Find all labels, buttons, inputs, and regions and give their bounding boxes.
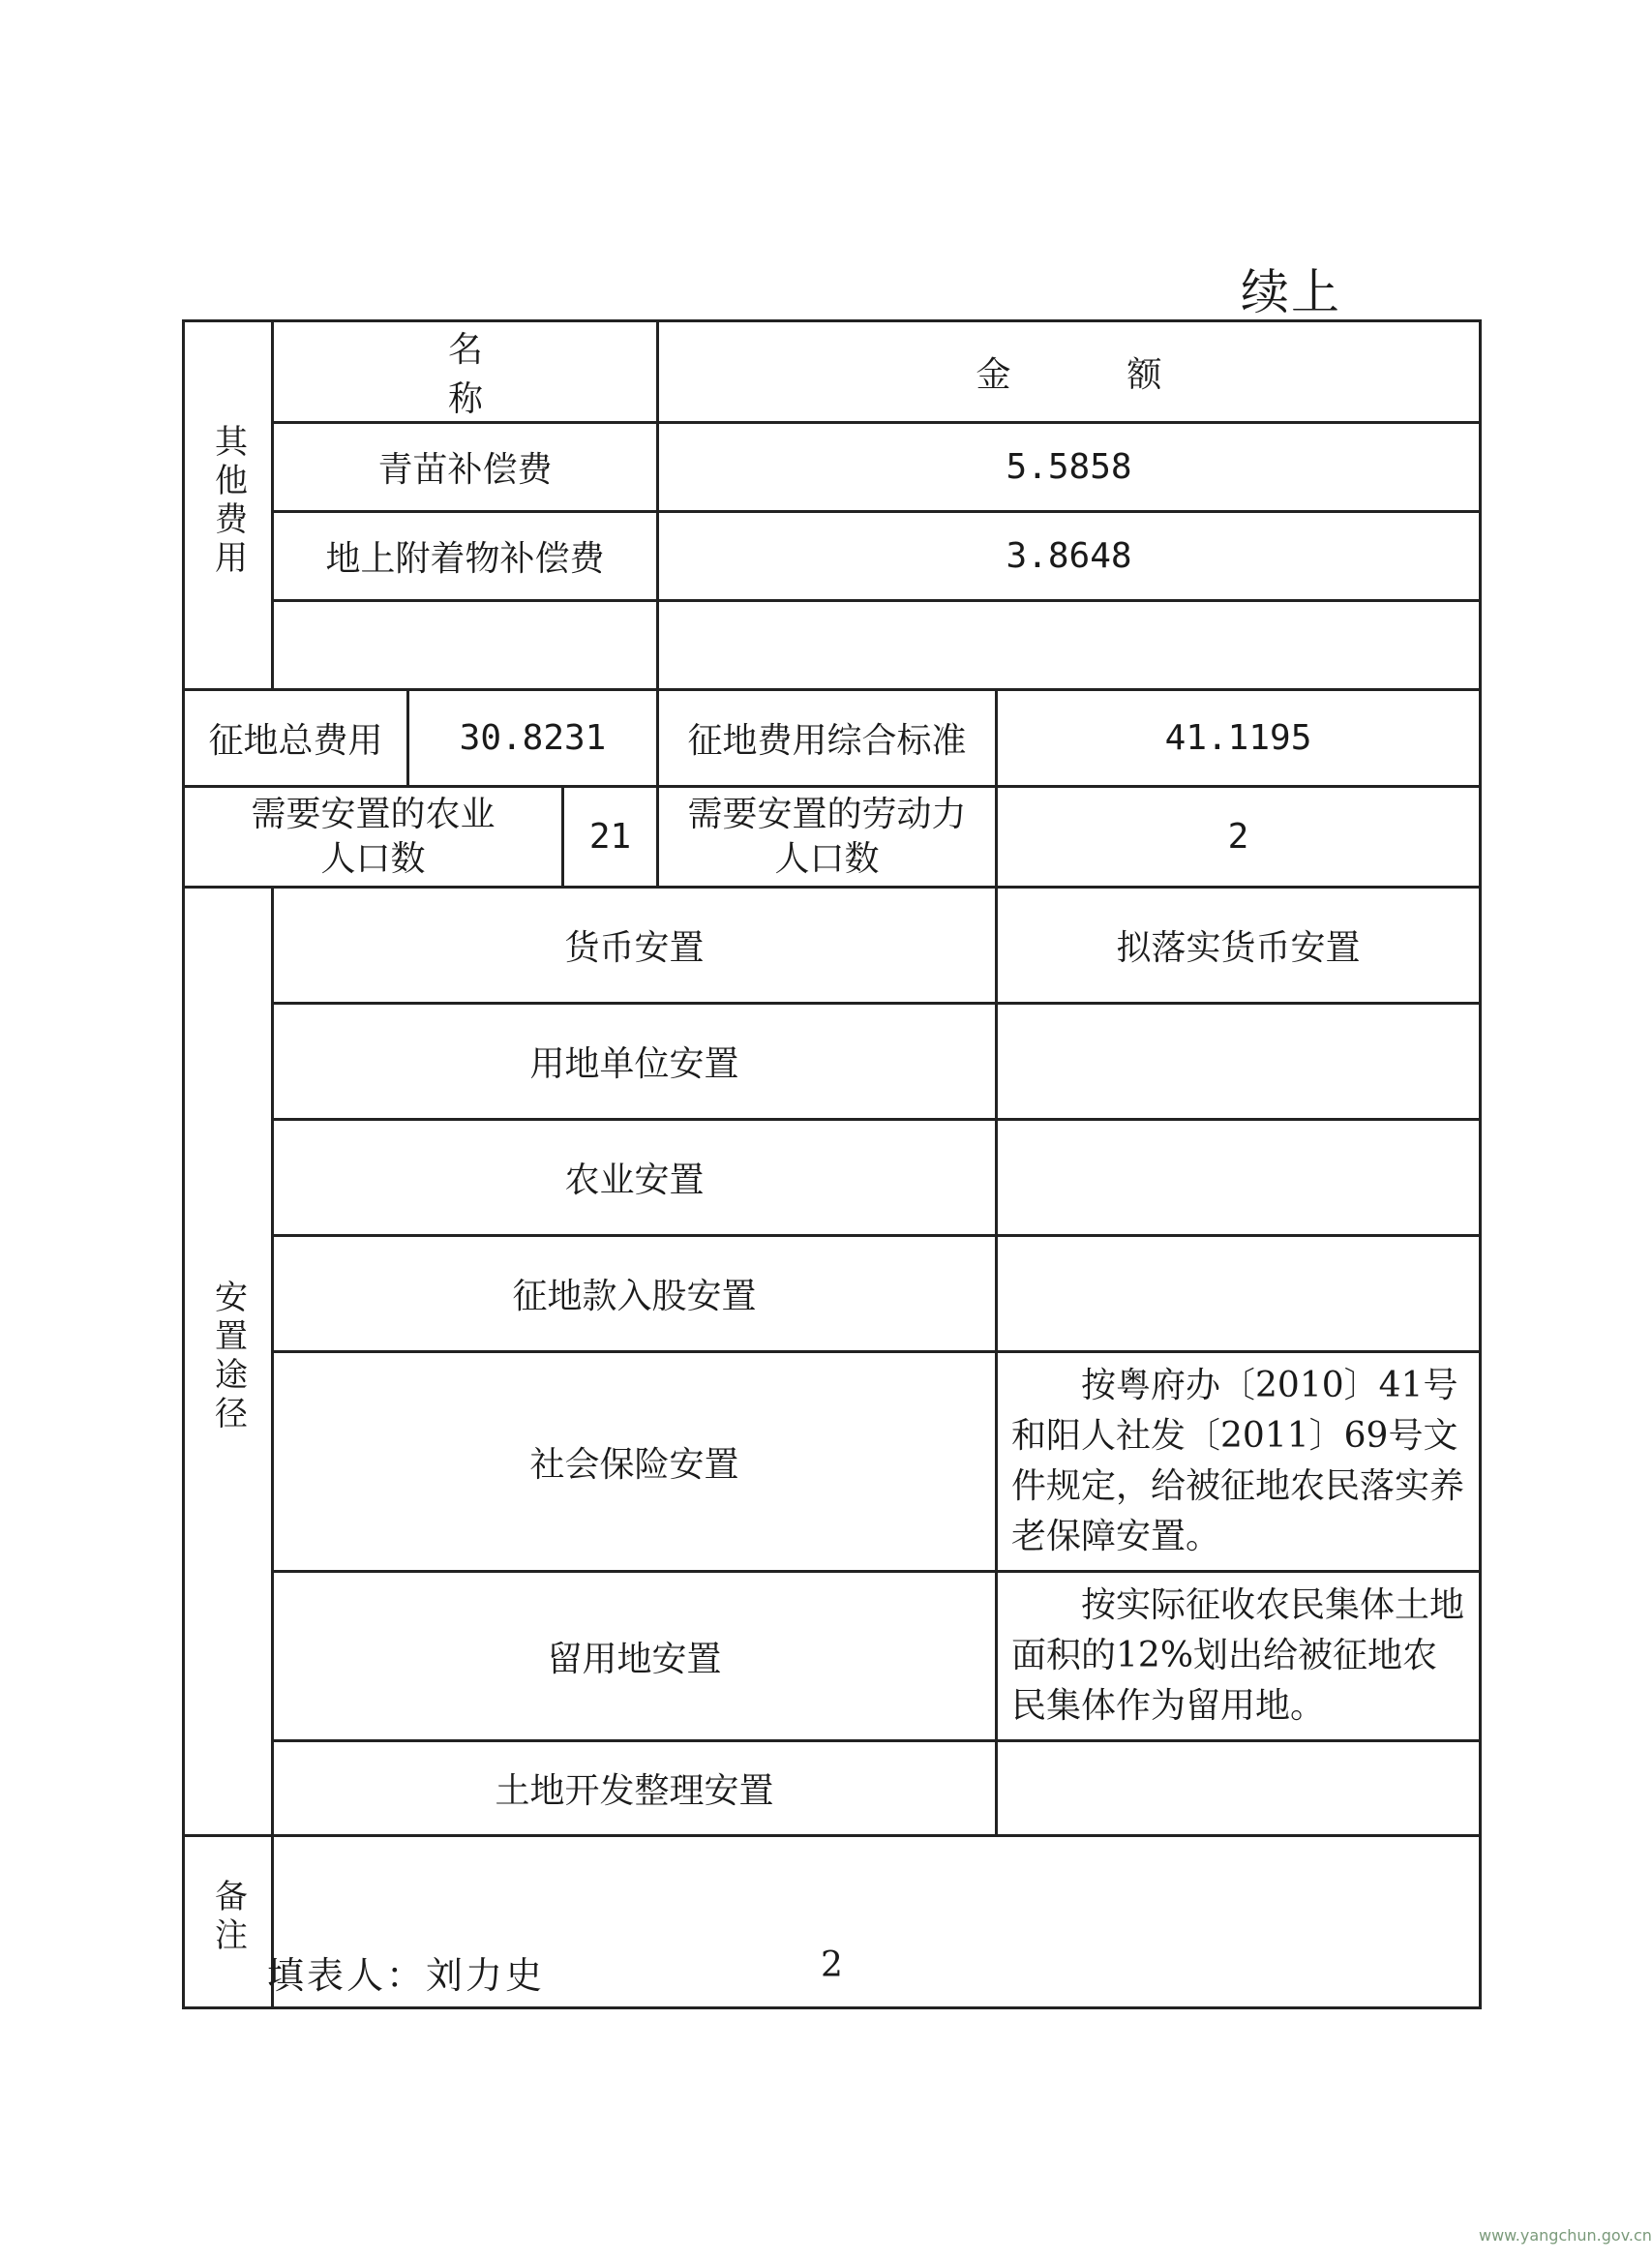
fee-row-empty [184,601,1481,690]
resettlement-row [184,888,1481,1004]
totals-row [184,690,1481,787]
resettlement-detail: 拟落实货币安置 [997,888,1481,1004]
farm-pop-label-line1: 需要安置的农业 [251,794,496,834]
site-watermark: www.yangchun.gov.cn [1479,2226,1652,2245]
standard-value: 41.1195 [997,690,1481,787]
resettlement-row [184,1352,1481,1572]
resettlement-detail [997,1004,1481,1120]
fee-row [184,423,1481,512]
farm-pop-label-line2: 人口数 [320,838,426,879]
fee-name: 地上附着物补偿费 [273,512,658,601]
labor-pop-label [658,787,997,888]
fee-name: 青苗补偿费 [273,423,658,512]
fee-amount-empty [658,601,1481,690]
resettlement-row [184,1120,1481,1236]
total-cost-value: 30.8231 [408,690,658,787]
labor-pop-value: 2 [997,787,1481,888]
total-cost-label: 征地总费用 [184,690,408,787]
continuation-label: 续上 [1241,264,1341,320]
fee-row [184,512,1481,601]
resettlement-detail: 按粤府办〔2010〕41号和阳人社发〔2011〕69号文件规定，给被征地农民落实养老保障安置。 [997,1352,1481,1572]
resettlement-row [184,1741,1481,1836]
header-name: 名称 [273,321,658,423]
resettlement-row [184,1236,1481,1352]
resettlement-detail [997,1120,1481,1236]
fee-amount: 5.5858 [658,423,1481,512]
resettlement-method: 社会保险安置 [273,1352,997,1572]
resettlement-detail [997,1236,1481,1352]
labor-pop-label-line2: 人口数 [774,838,880,879]
farm-pop-label [184,787,563,888]
form-filler: 填表人：刘力史 [267,1954,546,1997]
resettlement-method: 征地款入股安置 [273,1236,997,1352]
resettlement-row [184,1572,1481,1741]
fee-name-empty [273,601,658,690]
remarks-label: 备注 [184,1836,273,2008]
resettlement-detail [997,1741,1481,1836]
resettlement-method: 留用地安置 [273,1572,997,1741]
resettlement-method: 用地单位安置 [273,1004,997,1120]
resettlement-section-label: 安置途径 [184,888,273,1836]
page-number: 2 [821,1945,843,1985]
other-fees-section-label: 其他费用 [184,321,273,690]
labor-pop-label-line1: 需要安置的劳动力 [687,794,967,834]
resettlement-method: 货币安置 [273,888,997,1004]
header-amount: 金额 [658,321,1481,423]
resettlement-method: 土地开发整理安置 [273,1741,997,1836]
resettlement-method: 农业安置 [273,1120,997,1236]
standard-label: 征地费用综合标准 [658,690,997,787]
resettlement-detail: 按实际征收农民集体土地面积的12%划出给被征地农民集体作为留用地。 [997,1572,1481,1741]
farm-pop-value: 21 [563,787,658,888]
resettlement-row [184,1004,1481,1120]
fee-amount: 3.8648 [658,512,1481,601]
land-acquisition-form [182,319,1482,2009]
population-row [184,787,1481,888]
